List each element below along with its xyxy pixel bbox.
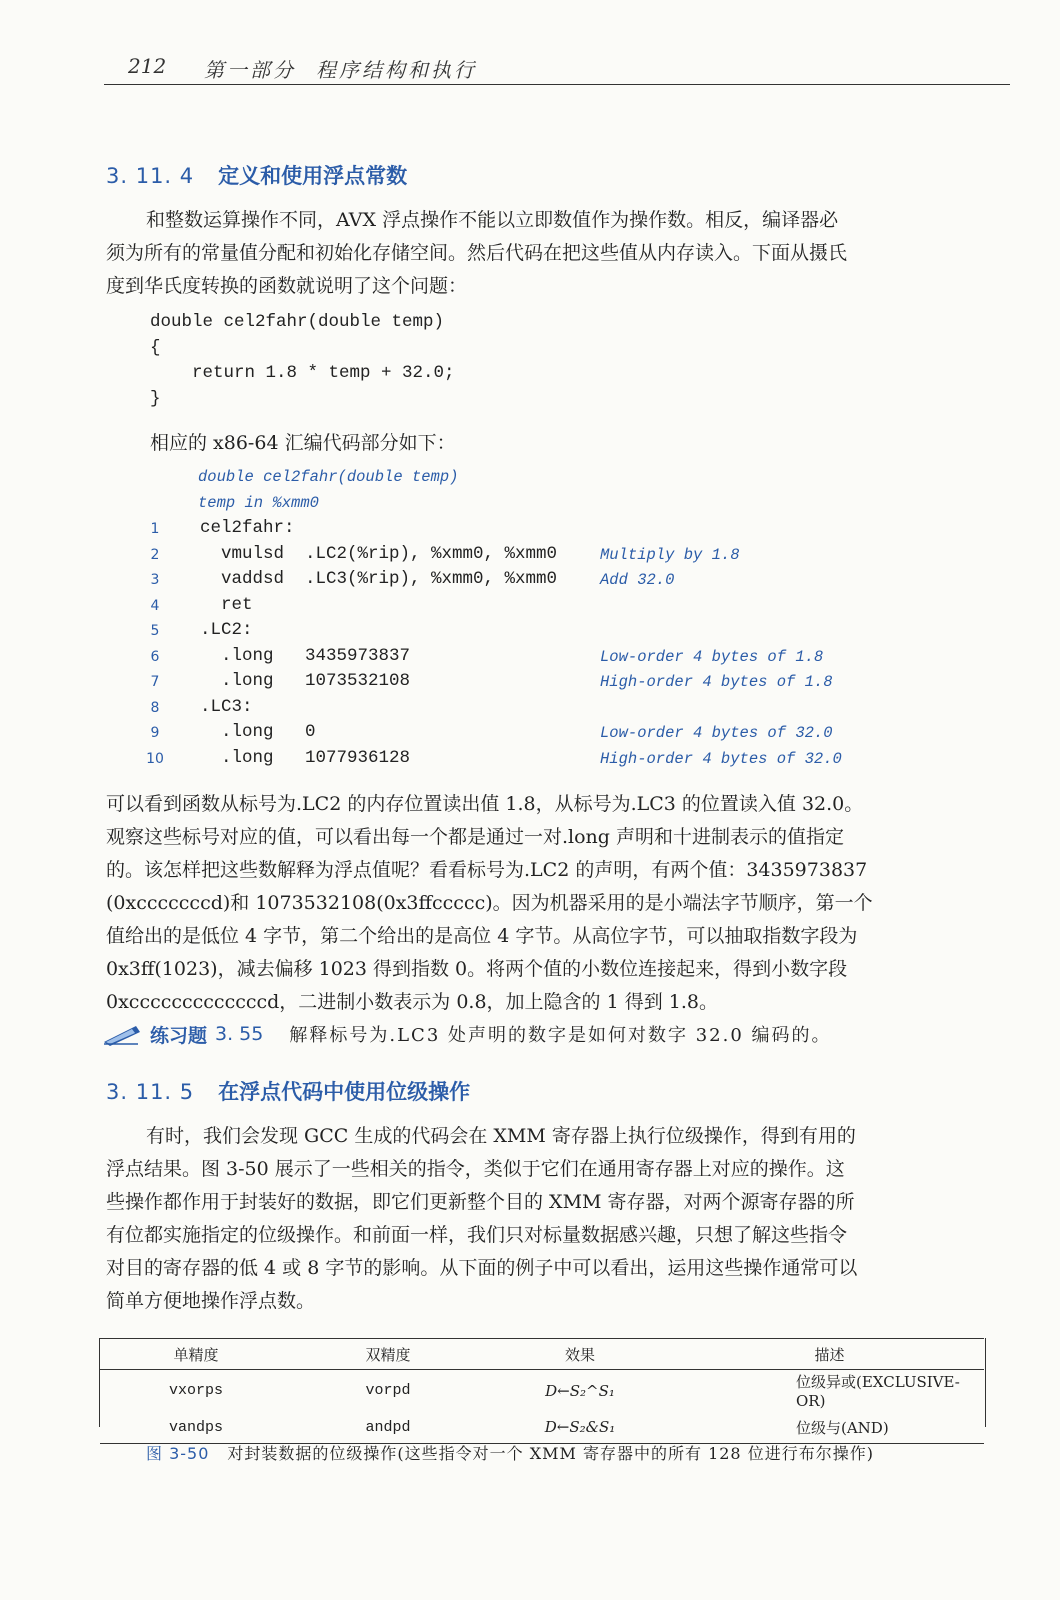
table-row <box>100 1370 984 1412</box>
paragraph-line: 须为所有的常量值分配和初始化存储空间。然后代码在把这些值从内存读入。下面从摄氏 <box>106 242 848 264</box>
figure-number: 图 3-50 <box>146 1444 210 1463</box>
table-cell: andpd <box>292 1411 484 1444</box>
line-number: 2 <box>150 546 160 563</box>
asm-code: .long 3435973837 <box>200 645 411 666</box>
asm-line <box>140 518 860 544</box>
section-number: 3. 11. 5 <box>106 1080 195 1104</box>
table-header-row <box>100 1339 984 1370</box>
asm-code: cel2fahr: <box>200 518 295 538</box>
paragraph-line: 简单方便地操作浮点数。 <box>106 1290 316 1312</box>
line-number: 4 <box>150 597 160 614</box>
running-header <box>104 50 1010 85</box>
asm-code: .LC2: <box>200 620 253 640</box>
section-title: 在浮点代码中使用位级操作 <box>218 1080 471 1104</box>
exercise-pencil-icon <box>102 1022 140 1046</box>
paragraph-line: 0xcccccccccccccd，二进制小数表示为 0.8，加上隐含的 1 得到 1.8。 <box>106 991 718 1013</box>
paragraph-line: 对目的寄存器的低 4 或 8 字节的影响。从下面的例子中可以看出，运用这些操作通常可以 <box>106 1257 858 1279</box>
column-header: 描述 <box>676 1339 984 1370</box>
table-cell: vandps <box>100 1411 292 1444</box>
figure-caption <box>146 1441 874 1464</box>
intro-paragraph <box>106 204 986 303</box>
table-cell: D←S₂^S₁ <box>545 1381 615 1400</box>
asm-line <box>140 671 860 697</box>
asm-header-comment: double cel2fahr(double temp) <box>198 468 459 486</box>
asm-code: ret <box>200 594 253 615</box>
asm-line <box>140 620 860 646</box>
exercise-label: 练习题 <box>150 1024 208 1047</box>
asm-comment: High-order 4 bytes of 1.8 <box>600 673 833 691</box>
section-number: 3. 11. 4 <box>106 164 195 188</box>
paragraph-line: 有时，我们会发现 GCC 生成的代码会在 XMM 寄存器上执行位级操作，得到有用的 <box>146 1125 856 1147</box>
paragraph-line: 的。该怎样把这些数解释为浮点值呢？看看标号为.LC2 的声明，有两个值：3435973837 <box>106 859 868 881</box>
line-number: 9 <box>150 725 160 741</box>
section-heading-3-11-5 <box>106 1076 470 1106</box>
table-cell: D←S₂&S₁ <box>484 1411 676 1444</box>
table-cell: 位级异或(EXCLUSIVE-OR) <box>796 1373 960 1410</box>
line-number: 3 <box>150 572 160 588</box>
asm-line <box>140 595 860 621</box>
asm-line <box>140 722 860 748</box>
paragraph-line: 有位都实施指定的位级操作。和前面一样，我们只对标量数据感兴趣，只想了解这些指令 <box>106 1224 848 1246</box>
line-number: 1 <box>150 521 160 537</box>
explanation-paragraph <box>106 788 986 1019</box>
table-cell: vxorps <box>168 1382 223 1399</box>
paragraph-line: 浮点结果。图 3-50 展示了一些相关的指令，类似于它们在通用寄存器上对应的操作。这 <box>106 1158 845 1180</box>
paragraph-line: 观察这些标号对应的值，可以看出每一个都是通过一对.long 声明和十进制表示的值指定 <box>106 826 844 848</box>
part-label: 第一部分 <box>204 58 296 82</box>
bitwise-ops-table <box>100 1338 984 1444</box>
asm-comment: Low-order 4 bytes of 32.0 <box>600 724 833 742</box>
line-number: 10 <box>146 750 164 767</box>
asm-line <box>140 748 860 774</box>
paragraph-line: 度到华氏度转换的函数就说明了这个问题： <box>106 275 468 297</box>
part-title: 程序结构和执行 <box>316 58 477 82</box>
asm-code: .long 1073532108 <box>200 671 411 691</box>
paragraph-line: (0xcccccccd)和 1073532108(0x3ffccccc)。因为机器采用的是小端法字节顺序，第一个 <box>106 892 873 914</box>
column-header: 双精度 <box>292 1339 484 1370</box>
asm-code: vmulsd .LC2(%rip), %xmm0, %xmm0 <box>200 543 558 564</box>
asm-line <box>140 697 860 723</box>
column-header: 效果 <box>484 1339 676 1370</box>
section-title: 定义和使用浮点常数 <box>218 164 408 188</box>
page-number: 212 <box>128 54 167 78</box>
exercise-number: 3. 55 <box>215 1023 264 1045</box>
exercise-text: 解释标号为.LC3 处声明的数字是如何对数字 32.0 编码的。 <box>289 1025 832 1046</box>
table-row <box>100 1411 984 1444</box>
asm-code: .long 0 <box>200 722 316 742</box>
table-cell: 位级与(AND) <box>676 1411 984 1444</box>
asm-comment: Add 32.0 <box>600 571 675 589</box>
asm-code: .long 1077936128 <box>200 747 411 768</box>
asm-line <box>140 646 860 672</box>
line-number: 7 <box>150 674 160 690</box>
asm-comment: Multiply by 1.8 <box>600 545 740 564</box>
paragraph-line: 和整数运算操作不同，AVX 浮点操作不能以立即数值作为操作数。相反，编译器必 <box>146 209 839 231</box>
asm-line <box>140 544 860 570</box>
c-code-listing: double cel2fahr(double temp) { return 1.8 * temp + 32.0; } <box>150 312 455 409</box>
bitwise-paragraph <box>106 1120 986 1318</box>
asm-code: vaddsd .LC3(%rip), %xmm0, %xmm0 <box>200 569 558 589</box>
asm-comment: High-order 4 bytes of 32.0 <box>600 749 842 768</box>
line-number: 6 <box>150 648 160 665</box>
section-heading-3-11-4 <box>106 160 407 190</box>
paragraph-line: 可以看到函数从标号为.LC2 的内存位置读出值 1.8，从标号为.LC3 的位置读入值 32.0。 <box>106 793 864 815</box>
asm-header-comment: temp in %xmm0 <box>198 494 319 512</box>
asm-lead-text: 相应的 x86-64 汇编代码部分如下： <box>150 432 456 454</box>
line-number: 8 <box>150 699 160 716</box>
paragraph-line: 些操作都作用于封装好的数据，即它们更新整个目的 XMM 寄存器，对两个源寄存器的所 <box>106 1191 855 1213</box>
asm-code: .LC3: <box>200 696 253 717</box>
column-header: 单精度 <box>100 1339 292 1370</box>
exercise-3-55 <box>102 1018 832 1050</box>
paragraph-line: 值给出的是低位 4 字节，第二个给出的是高位 4 字节。从高位字节，可以抽取指数字段为 <box>106 925 858 947</box>
asm-line <box>140 569 860 595</box>
paragraph-line: 0x3ff(1023)，减去偏移 1023 得到指数 0。将两个值的小数位连接起来，得到小数字段 <box>106 958 848 980</box>
asm-comment: Low-order 4 bytes of 1.8 <box>600 647 824 666</box>
line-number: 5 <box>150 623 160 639</box>
caption-text: 对封装数据的位级操作(这些指令对一个 XMM 寄存器中的所有 128 位进行布尔操作) <box>227 1444 874 1463</box>
table-cell: vorpd <box>365 1382 411 1399</box>
